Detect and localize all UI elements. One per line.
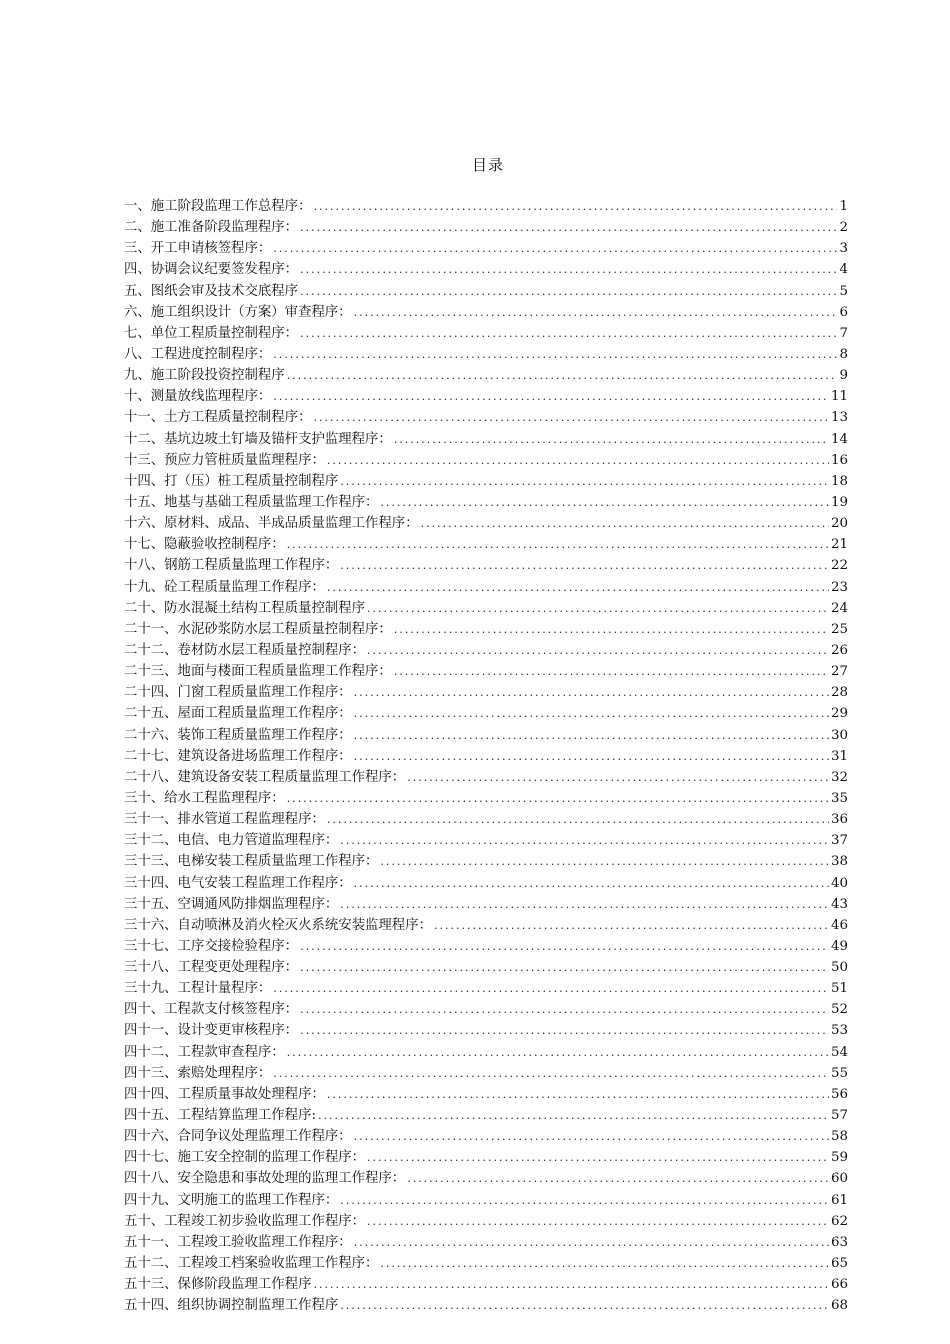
toc-entry-page-number: 57 [830, 1108, 848, 1124]
toc-dot-leader [340, 555, 829, 576]
toc-entry-label: 三十六、自动喷淋及消火栓灭火系统安装监理程序： [124, 917, 432, 933]
toc-entry-label: 二十三、地面与楼面工程质量监理工作程序： [124, 664, 392, 680]
toc-dot-leader [354, 1126, 829, 1147]
toc-entry[interactable] [124, 894, 848, 915]
toc-entry-label: 四、协调会议纪要签发程序： [124, 262, 299, 278]
toc-dot-leader [300, 999, 829, 1020]
toc-dot-leader [367, 598, 829, 619]
toc-entry-page-number: 54 [830, 1044, 848, 1060]
toc-entry[interactable] [124, 492, 848, 513]
toc-entry[interactable] [124, 915, 848, 936]
toc-entry-label: 十六、原材料、成品、半成品质量监理工作程序： [124, 516, 419, 532]
toc-entry-page-number: 65 [830, 1256, 848, 1272]
toc-entry[interactable] [124, 1105, 848, 1126]
toc-entry-label: 三十八、工程变更处理程序： [124, 960, 299, 976]
toc-dot-leader [434, 915, 829, 936]
toc-entry[interactable] [124, 577, 848, 598]
toc-entry-page-number: 22 [830, 558, 848, 574]
toc-dot-leader [394, 429, 829, 450]
toc-entry[interactable] [124, 1168, 848, 1189]
toc-dot-leader [380, 851, 829, 872]
toc-entry-label: 四十七、施工安全控制的监理工作程序： [124, 1150, 366, 1166]
toc-dot-leader [300, 281, 837, 302]
toc-entry-page-number: 30 [830, 727, 848, 743]
toc-entry-label: 四十九、文明施工的监理工作程序： [124, 1192, 339, 1208]
toc-entry-page-number: 51 [830, 981, 848, 997]
toc-entry-page-number: 20 [830, 516, 848, 532]
toc-dot-leader [354, 1232, 829, 1253]
toc-entry[interactable] [124, 365, 848, 386]
toc-entry-page-number: 49 [830, 938, 848, 954]
toc-dot-leader [367, 1211, 829, 1232]
toc-entry[interactable] [124, 1126, 848, 1147]
toc-entry-label: 四十四、工程质量事故处理程序： [124, 1086, 325, 1102]
toc-entry[interactable] [124, 1190, 848, 1211]
toc-dot-leader [287, 365, 838, 386]
toc-dot-leader [300, 217, 837, 238]
toc-entry[interactable] [124, 513, 848, 534]
toc-dot-leader [354, 746, 829, 767]
toc-entry[interactable] [124, 809, 848, 830]
toc-entry[interactable] [124, 1020, 848, 1041]
toc-entry-label: 五十二、工程竣工档案验收监理工作程序： [124, 1256, 379, 1272]
toc-entry-page-number: 60 [830, 1171, 848, 1187]
toc-dot-leader [318, 1105, 829, 1126]
toc-entry[interactable] [124, 534, 848, 555]
toc-entry-page-number: 6 [839, 304, 848, 320]
toc-dot-leader [300, 1020, 829, 1041]
toc-entry-label: 四十八、安全隐患和事故处理的监理工作程序： [124, 1171, 406, 1187]
toc-entry-page-number: 28 [830, 685, 848, 701]
toc-entry-page-number: 18 [830, 473, 848, 489]
toc-entry[interactable] [124, 1274, 848, 1295]
toc-dot-leader [380, 1253, 829, 1274]
toc-dot-leader [394, 619, 829, 640]
toc-entry-page-number: 32 [830, 769, 848, 785]
toc-entry-label: 一、施工阶段监理工作总程序： [124, 199, 312, 214]
toc-entry-label: 二十六、装饰工程质量监理工作程序： [124, 727, 352, 743]
toc-entry-label: 二十八、建筑设备安装工程质量监理工作程序： [124, 769, 406, 785]
toc-entry-page-number: 58 [830, 1129, 848, 1145]
toc-entry-page-number: 3 [839, 241, 848, 257]
toc-entry[interactable] [124, 851, 848, 872]
toc-entry-page-number: 23 [830, 579, 848, 595]
toc-entry-page-number: 21 [830, 537, 848, 553]
toc-entry[interactable] [124, 1211, 848, 1232]
toc-dot-leader [354, 873, 829, 894]
toc-entry[interactable] [124, 1084, 848, 1105]
toc-entry-label: 五十三、保修阶段监理工作程序 [124, 1277, 312, 1293]
toc-entry-label: 十七、隐蔽验收控制程序： [124, 537, 285, 553]
toc-dot-leader [313, 1274, 828, 1295]
toc-entry-page-number: 26 [830, 642, 848, 658]
toc-entry-label: 五十一、工程竣工验收监理工作程序： [124, 1234, 352, 1250]
toc-entry-label: 八、工程进度控制程序： [124, 346, 272, 362]
toc-entry-page-number: 61 [830, 1192, 848, 1208]
toc-entry-page-number: 66 [830, 1277, 848, 1293]
toc-entry-label: 二十一、水泥砂浆防水层工程质量控制程序： [124, 621, 392, 637]
toc-entry-label: 十三、预应力管桩质量监理程序： [124, 452, 325, 468]
toc-entry-page-number: 13 [830, 410, 848, 426]
toc-dot-leader [354, 302, 838, 323]
toc-entry[interactable] [124, 217, 848, 238]
toc-dot-leader [327, 577, 829, 598]
toc-entry-label: 十八、钢筋工程质量监理工作程序： [124, 558, 339, 574]
toc-dot-leader [380, 492, 829, 513]
toc-entry[interactable] [124, 788, 848, 809]
toc-entry[interactable] [124, 281, 848, 302]
toc-entry-label: 三十五、空调通风防排烟监理程序： [124, 896, 339, 912]
toc-dot-leader [327, 1084, 829, 1105]
toc-dot-leader [273, 978, 829, 999]
toc-dot-leader [367, 1147, 829, 1168]
toc-entry-page-number: 27 [830, 664, 848, 680]
toc-entry-page-number: 31 [830, 748, 848, 764]
toc-dot-leader [407, 1168, 829, 1189]
toc-entry-label: 十四、打（压）桩工程质量控制程序 [124, 473, 339, 489]
toc-entry-label: 十五、地基与基础工程质量监理工作程序： [124, 494, 379, 510]
toc-entry-label: 五十、工程竣工初步验收监理工作程序： [124, 1213, 366, 1229]
toc-dot-leader [313, 196, 837, 217]
toc-entry-page-number: 40 [830, 875, 848, 891]
toc-dot-leader [340, 830, 829, 851]
toc-dot-leader [300, 957, 829, 978]
toc-entry-page-number: 50 [830, 960, 848, 976]
toc-title: 目录 [471, 156, 504, 174]
toc-dot-leader [340, 894, 829, 915]
toc-dot-leader [327, 809, 829, 830]
toc-entry-label: 十九、砼工程质量监理工作程序： [124, 579, 325, 595]
toc-dot-leader [313, 407, 828, 428]
toc-dot-leader [273, 238, 837, 259]
toc-entry-page-number: 37 [830, 833, 848, 849]
toc-dot-leader [300, 259, 837, 280]
toc-entry-page-number: 9 [839, 368, 848, 384]
table-of-contents [124, 196, 848, 1316]
toc-entry-label: 十、测量放线监理程序： [124, 389, 272, 405]
toc-dot-leader [407, 767, 829, 788]
toc-dot-leader [421, 513, 829, 534]
toc-dot-leader [340, 1190, 829, 1211]
toc-entry-label: 四十一、设计变更审核程序： [124, 1023, 299, 1039]
toc-dot-leader [394, 661, 829, 682]
toc-dot-leader [287, 1042, 829, 1063]
toc-entry[interactable] [124, 978, 848, 999]
toc-entry-page-number: 36 [830, 812, 848, 828]
toc-dot-leader [340, 471, 829, 492]
toc-dot-leader [354, 682, 829, 703]
toc-entry-page-number: 29 [830, 706, 848, 722]
toc-entry-label: 二十五、屋面工程质量监理工作程序： [124, 706, 352, 722]
toc-dot-leader [287, 534, 829, 555]
toc-entry[interactable] [124, 767, 848, 788]
toc-entry[interactable] [124, 1042, 848, 1063]
toc-entry[interactable] [124, 1253, 848, 1274]
toc-entry-label: 三十九、工程计量程序： [124, 981, 272, 997]
toc-entry-label: 四十五、工程结算监理工作程序: [124, 1108, 316, 1124]
toc-entry[interactable] [124, 196, 848, 217]
toc-entry[interactable] [124, 999, 848, 1020]
toc-entry-label: 二十二、卷材防水层工程质量控制程序： [124, 642, 366, 658]
toc-entry-page-number: 59 [830, 1150, 848, 1166]
toc-entry[interactable] [124, 1147, 848, 1168]
toc-entry-label: 四十三、索赔处理程序： [124, 1065, 272, 1081]
toc-entry[interactable] [124, 429, 848, 450]
toc-entry[interactable] [124, 661, 848, 682]
toc-dot-leader [340, 1295, 829, 1316]
toc-entry[interactable] [124, 957, 848, 978]
toc-entry[interactable] [124, 344, 848, 365]
toc-entry-page-number: 62 [830, 1213, 848, 1229]
toc-entry-label: 三十、给水工程监理程序： [124, 790, 285, 806]
toc-entry-label: 三十二、电信、电力管道监理程序： [124, 833, 339, 849]
toc-entry-label: 四十六、合同争议处理监理工作程序： [124, 1129, 352, 1145]
toc-dot-leader [300, 323, 837, 344]
toc-entry-page-number: 63 [830, 1234, 848, 1250]
toc-entry[interactable] [124, 259, 848, 280]
toc-entry[interactable] [124, 471, 848, 492]
toc-entry-page-number: 52 [830, 1002, 848, 1018]
toc-entry-page-number: 53 [830, 1023, 848, 1039]
toc-entry-label: 十二、基坑边坡土钉墙及锚杆支护监理程序： [124, 431, 392, 447]
toc-entry[interactable] [124, 1232, 848, 1253]
toc-entry-page-number: 35 [830, 790, 848, 806]
toc-entry[interactable] [124, 619, 848, 640]
toc-entry-page-number: 4 [839, 262, 848, 278]
toc-entry-label: 三、开工申请核签程序： [124, 241, 272, 257]
toc-entry-page-number: 24 [830, 600, 848, 616]
toc-entry-page-number: 7 [839, 325, 848, 341]
toc-entry[interactable] [124, 450, 848, 471]
toc-entry-page-number: 16 [830, 452, 848, 468]
toc-entry-page-number: 38 [830, 854, 848, 870]
toc-entry-label: 十一、土方工程质量控制程序： [124, 410, 312, 426]
toc-entry-label: 三十四、电气安装工程监理工作程序： [124, 875, 352, 891]
toc-dot-leader [327, 450, 829, 471]
toc-entry-page-number: 46 [830, 917, 848, 933]
toc-dot-leader [367, 640, 829, 661]
toc-entry[interactable] [124, 1295, 848, 1316]
toc-entry-label: 二、施工准备阶段监理程序： [124, 220, 299, 236]
toc-entry-label: 六、施工组织设计（方案）审查程序： [124, 304, 352, 320]
toc-entry[interactable] [124, 682, 848, 703]
toc-entry-label: 二十七、建筑设备进场监理工作程序： [124, 748, 352, 764]
toc-entry[interactable] [124, 725, 848, 746]
toc-entry-label: 三十七、工序交接检验程序： [124, 938, 299, 954]
toc-dot-leader [273, 344, 837, 365]
toc-entry[interactable] [124, 1063, 848, 1084]
toc-entry[interactable] [124, 238, 848, 259]
toc-dot-leader [273, 1063, 829, 1084]
toc-entry[interactable] [124, 830, 848, 851]
toc-dot-leader [354, 725, 829, 746]
toc-entry-page-number: 68 [830, 1298, 848, 1314]
toc-entry-label: 二十四、门窗工程质量监理工作程序： [124, 685, 352, 701]
toc-entry-page-number: 14 [830, 431, 848, 447]
toc-entry[interactable] [124, 323, 848, 344]
toc-entry-page-number: 5 [839, 283, 848, 299]
toc-entry-label: 五、图纸会审及技术交底程序 [124, 283, 299, 299]
toc-entry[interactable] [124, 598, 848, 619]
toc-entry[interactable] [124, 407, 848, 428]
toc-entry-label: 四十、工程款支付核签程序： [124, 1002, 299, 1018]
toc-dot-leader [287, 788, 829, 809]
toc-entry-page-number: 8 [839, 346, 848, 362]
toc-entry-label: 二十、防水混凝土结构工程质量控制程序 [124, 600, 366, 616]
toc-entry-label: 七、单位工程质量控制程序： [124, 325, 299, 341]
toc-entry-label: 三十三、电梯安装工程质量监理工作程序： [124, 854, 379, 870]
toc-entry-page-number: 55 [830, 1065, 848, 1081]
toc-entry-page-number: 2 [839, 220, 848, 236]
toc-entry-page-number: 1 [839, 199, 848, 214]
toc-entry[interactable] [124, 703, 848, 724]
toc-entry[interactable] [124, 302, 848, 323]
toc-dot-leader [354, 703, 829, 724]
toc-entry-page-number: 43 [830, 896, 848, 912]
toc-entry-page-number: 19 [830, 494, 848, 510]
toc-dot-leader [300, 936, 829, 957]
toc-entry[interactable] [124, 555, 848, 576]
toc-entry[interactable] [124, 640, 848, 661]
toc-entry-page-number: 25 [830, 621, 848, 637]
toc-entry-label: 九、施工阶段投资控制程序 [124, 368, 285, 384]
toc-entry-page-number: 11 [830, 389, 848, 405]
toc-entry[interactable] [124, 936, 848, 957]
toc-entry[interactable] [124, 873, 848, 894]
toc-entry-label: 四十二、工程款审查程序： [124, 1044, 285, 1060]
toc-entry-page-number: 56 [830, 1086, 848, 1102]
toc-dot-leader [273, 386, 829, 407]
toc-entry[interactable] [124, 386, 848, 407]
toc-entry-label: 三十一、排水管道工程监理程序： [124, 812, 325, 828]
toc-entry[interactable] [124, 746, 848, 767]
toc-entry-label: 五十四、组织协调控制监理工作程序 [124, 1298, 339, 1314]
